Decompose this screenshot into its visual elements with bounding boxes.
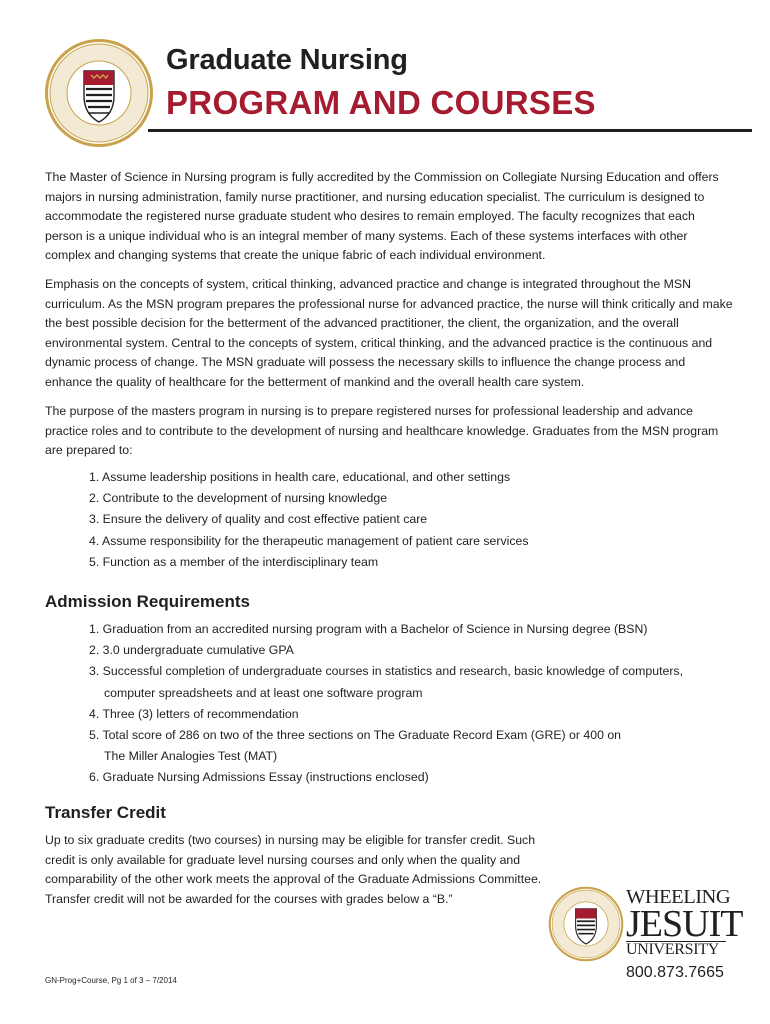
page-title-main: PROGRAM AND COURSES [166, 84, 596, 121]
footer-seal-logo [548, 886, 624, 962]
list-item: 6. Graduate Nursing Admissions Essay (instructions enclosed) [89, 770, 429, 785]
list-item-continuation: computer spreadsheets and at least one software program [104, 685, 423, 700]
list-item [89, 661, 729, 703]
transfer-credit-heading: Transfer Credit [45, 803, 166, 822]
list-item [89, 725, 729, 767]
list-item: 4. Assume responsibility for the therapeutic management of patient care services [89, 533, 529, 548]
list-item: 1. Graduation from an accredited nursing program with a Bachelor of Science in Nursing degree (BSN) [89, 622, 648, 636]
list-item-text: 5. Total score of 286 on two of the three sections on The Graduate Record Exam (GRE) or 400 on [89, 727, 622, 742]
list-item: 3. Ensure the delivery of quality and cost effective patient care [89, 512, 428, 527]
title-divider [148, 129, 752, 132]
page-footer-note: GN-Prog+Course, Pg 1 of 3 – 7/2014 [45, 976, 177, 985]
brand-name-line1: WHEELING [626, 886, 731, 908]
list-item: 5. Function as a member of the interdisciplinary team [89, 554, 379, 569]
intro-paragraph-3: The purpose of the masters program in nursing is to prepare registered nurses for professional leadership and advance practice roles and to contribute to the development of nursing and healthcare knowledge. Graduates from the MSN program are prepared to: [45, 404, 719, 457]
list-item-text: 3. Successful completion of undergraduate courses in statistics and research, basic knowledge of computers, [89, 664, 683, 679]
program-goals-list [89, 467, 729, 573]
admission-requirements-heading: Admission Requirements [45, 592, 250, 611]
university-seal-logo [44, 38, 154, 148]
list-item: 1. Assume leadership positions in health care, educational, and other settings [89, 470, 511, 484]
admission-requirements-list [89, 619, 729, 788]
phone-number: 800.873.7665 [626, 964, 724, 981]
list-item: 2. 3.0 undergraduate cumulative GPA [89, 643, 294, 658]
brand-name-line2: JESUIT [626, 903, 743, 945]
list-item: 4. Three (3) letters of recommendation [89, 706, 299, 721]
brand-name-line3: UNIVERSITY [626, 941, 719, 958]
intro-paragraph-2: Emphasis on the concepts of system, critical thinking, advanced practice and change is integrated throughout the MSN curriculum. As the MSN program prepares the professional nurse for advanced practice, the nurse will think critically and make the best possible decision for the betterment of the advanced practitioner, the client, the organization, and the overall environmental system. Central to the concepts of system, critical thinking, and the advanced practice is the continuous and dynamic process of change. The MSN graduate will possess the necessary skills to influence the change process and enhance the quality of healthcare for the betterment of mankind and the overall health care system. [45, 277, 733, 389]
list-item: 2. Contribute to the development of nursing knowledge [89, 491, 388, 506]
list-item-continuation: The Miller Analogies Test (MAT) [104, 749, 278, 764]
transfer-credit-paragraph: Up to six graduate credits (two courses) in nursing may be eligible for transfer credit. Such credit is only available for graduate level nursing courses and only when the quality and comparability of the other work meets the approval of the Graduate Admissions Committee. Transfer credit will not be awarded for the courses with grades below a “B.” [45, 833, 542, 906]
page-title-small: Graduate Nursing [166, 44, 408, 76]
intro-paragraph-1: The Master of Science in Nursing program is fully accredited by the Commission on Collegiate Nursing Education and offers majors in nursing administration, family nurse practitioner, and nursing education specialist. The curriculum is designed to accommodate the registered nurse graduate student who desires to remain employed. The faculty recognizes that each person is a unique individual who is an integral member of many systems. Each of these systems interfaces with other complex and changing systems that create the unique fabric of each individual environment. [45, 170, 719, 262]
